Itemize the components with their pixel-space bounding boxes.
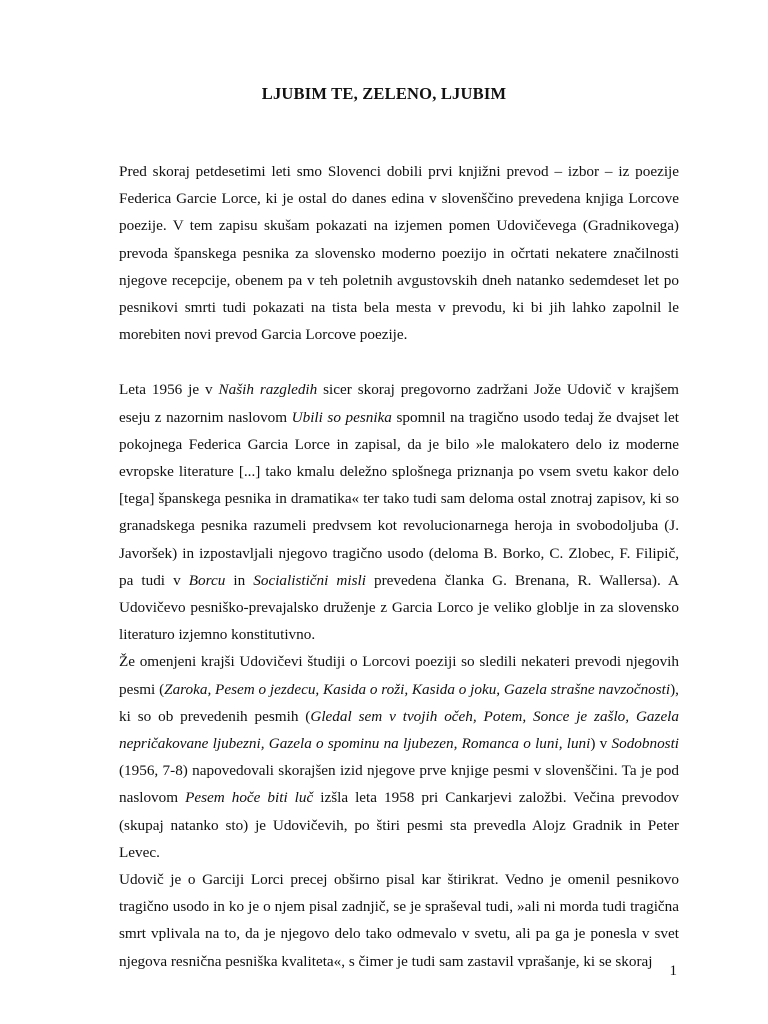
- text-run: ) v: [590, 735, 612, 753]
- paragraph-udovic-essay: [119, 376, 679, 648]
- text-run: prevedena članka G. Brenana, R. Wallersa). A Udovičevo pesniško-prevajalsko druženje z Garcia Lorco je veliko globlje in za slovensko literaturo izjemno konstitutivno.: [119, 571, 679, 644]
- page-title: LJUBIM TE, ZELENO, LJUBIM: [261, 84, 507, 103]
- text-run: izšla leta 1958 pri Cankarjevi založbi. Večina prevodov (skupaj natanko sto) je Udovičevih, po štiri pesmi sta prevedla Alojz Gradnik in Peter Levec.: [119, 789, 679, 861]
- text-run: Leta 1956 je v: [119, 381, 219, 399]
- text-run: sicer skoraj pregovorno zadržani Jože Udovič v krajšem eseju z nazornim naslovom: [119, 381, 679, 426]
- text-run: ), ki so ob prevedenih pesmih (: [119, 680, 679, 725]
- paragraph-translations: [119, 648, 679, 866]
- italic-poem-list-1: Zaroka, Pesem o jezdecu, Kasida o roži, Kasida o joku, Gazela strašne navzočnosti: [164, 680, 671, 698]
- paragraph-intro: Pred skoraj petdesetimi leti smo Slovenci dobili prvi knjižni prevod – izbor – iz poezije Federica Garcie Lorce, ki je ostal do danes edina v slovenščino prevedena knjiga Lorcove poezije. V tem zapisu skušam pokazati na izjemen pomen Udovičevega (Gradnikovega) prevoda španskega pesnika za slovensko moderno poezijo in očrtati nekatere značilnosti njegove recepcije, obenem pa v teh poletnih avgustovskih dneh natanko sedemdeset let po pesnikovi smrti tudi pokazati na tista bela mesta v prevodu, ki bi jih lahko zapolnil le morebiten novi prevod Garcia Lorcove poezije.: [119, 163, 679, 344]
- italic-title-sodobnosti: Sodobnosti: [611, 735, 680, 753]
- text-run: (1956, 7-8) napovedovali skorajšen izid njegove prve knjige pesmi v slovenščini. Ta je pod naslovom: [119, 762, 679, 807]
- text-run: in: [225, 571, 254, 589]
- italic-title-socialisticni-misli: Socialistični misli: [253, 571, 366, 589]
- italic-title-nasih-razgledih: Naših razgledih: [218, 381, 318, 399]
- italic-title-borcu: Borcu: [188, 571, 226, 589]
- italic-title-ubili-so-pesnika: Ubili so pesnika: [291, 408, 392, 426]
- text-run: spomnil na tragično usodo tedaj že dvajset let pokojnega Federica Garcia Lorce in zapisal, da je bilo »le malokatero delo iz moderne evropske literature [...] tako kmalu deležno splošnega priznanja po vsem svetu kakor delo [tega] španskega pesnika in dramatika« ter tako tudi sam deloma ostal znotraj zapisov, ki so granadskega pesnika razumeli predvsem kot revolucionarnega heroja in svobodoljuba (J. Javoršek) in izpostavljali njegovo tragično usodo (deloma B. Borko, C. Zlobec, F. Filipič, pa tudi v: [119, 408, 679, 589]
- paragraph-udovic-writings: Udovič je o Garciji Lorci precej obširno pisal kar štirikrat. Vedno je omenil pesnikovo tragično usodo in ko je o njem pisal zadnjič, se je spraševal tudi, »ali ni morda tudi tragična smrt vplivala na to, da je njegovo delo tako odmevalo v svetu, ali pa ga je ponesla v svet njegova resnična pesniška kvaliteta«, s čimer je tudi sam zastavil vprašanje, ki se skoraj: [119, 871, 679, 970]
- italic-poem-list-2: Gledal sem v tvojih očeh, Potem, Sonce je zašlo, Gazela nepričakovane ljubezni, Gazela o spominu na ljubezen, Romanca o luni, luni: [119, 707, 679, 753]
- document-body: [119, 158, 679, 975]
- paragraph-spacer: [119, 348, 679, 376]
- page-number: 1: [669, 963, 677, 979]
- italic-title-pesem-hoce-biti-luc: Pesem hoče biti luč: [185, 789, 314, 807]
- text-run: Že omenjeni krajši Udovičevi študiji o Lorcovi poeziji so sledili nekateri prevodi njegovih pesmi (: [119, 653, 679, 698]
